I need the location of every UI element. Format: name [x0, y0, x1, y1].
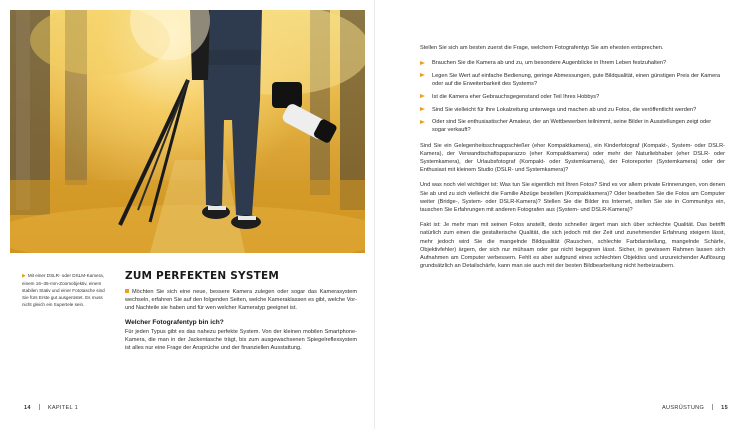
caption-text: Mit einer DSLR- oder DSLM-Kamera, einem 16–35-mm-Zoomobjektiv, einem stabilen Stativ und einer Fototasche sind Sie fürs Erste gut ausgerüstet. Es muss nicht gleich ein Supertele sein.: [22, 273, 105, 307]
footer-divider: [712, 404, 713, 410]
left-content: [125, 270, 357, 358]
list-item: Brauchen Sie die Kamera ab und zu, um besondere Augenblicke in Ihrem Leben festzuhalten?: [420, 59, 725, 67]
intro-text: Möchten Sie sich eine neue, bessere Kamera zulegen oder sogar das Kamerasystem wechseln, erfahren Sie auf den folgenden Seiten, welche Kameraklassen es gibt, welche Vor- und Nachteile sie haben und für wen welcher Kameratyp geeignet ist.: [125, 289, 357, 312]
section-title: ZUM PERFEKTEN SYSTEM: [125, 270, 279, 282]
page-number-right: 15: [721, 405, 728, 411]
photo-caption: [22, 272, 108, 308]
footer-divider: [39, 404, 40, 410]
left-paragraph: Für jeden Typus gibt es das nahezu perfekte System. Von der kleinen mobilen Smartphone-Kamera, die man in der Jackentasche trägt, bis zum ausgewachsenen Spiegelreflexsystem ist alles nur eine Frage der Ansprüche und der finanziellen Ausstattung.: [125, 328, 357, 352]
footer-right: [662, 404, 728, 411]
right-content: [420, 44, 725, 277]
chapter-label: KAPITEL 1: [47, 405, 78, 411]
photographer-photo: [10, 10, 365, 253]
paragraph-quality: Fakt ist: Je mehr man mit seinen Fotos anstellt, desto schneller ärgert man sich über schlechte Qualität. Das betrifft natürlich zum einen die gestalterische Qualität, die sich jedoch mit der Zeit und zunehmender Erfahrung steigern lässt, mehr jedoch wird Sie die mangelnde Bildqualität (Rauschen, schlechte Farbdarstellung, mangelnde Schärfe, Objektivfehler) ärgern, der sich nur mühsam oder gar nicht begegnen lässt. Sicher, in gewissem Rahmen lassen sich Aufnahmen am Computer verbessern. Fehlt es aber aufgrund eines schlechten Objektivs und unzureichender Auflösung grundsätzlich an Detailschärfe, kann man sie auch mit der besten Bildbearbeitung nicht herbeizaubern.: [420, 222, 725, 270]
lead-paragraph: Stellen Sie sich am besten zuerst die Frage, welchem Fotografentyp Sie am ehesten entsprechen.: [420, 45, 664, 51]
paragraph-types: Sind Sie ein Gelegenheitsschnappschießer (eher Kompaktkamera), ein Kinderfotograf (Kompakt-, System- oder DSLR-Kamera), der Verwandtschaftspaparazzo (eher Kompaktkamera) oder mehr der Naturliebhaber (eher DSLR- oder Systemkamera), der Urlaubsfotograf (Kompakt- oder Systemkamera), der Fotoreporter (Systemkamera) oder der Enthusiast mit kleinem Studio (DSLR- und Systemkamera)?: [420, 142, 725, 174]
intro-paragraph: [125, 288, 357, 313]
list-item: Oder sind Sie enthusiastischer Amateur, der an Wettbewerben teilnimmt, seine Bilder in Ausstellungen zeigt oder sogar verkauft?: [420, 118, 725, 134]
section-label: AUSRÜSTUNG: [662, 405, 705, 411]
caption-arrow-icon: ▶: [22, 273, 26, 279]
subheading: Welcher Fotografentyp bin ich?: [125, 318, 224, 326]
page-number-left: 14: [24, 405, 31, 411]
list-item: Ist die Kamera eher Gebrauchsgegenstand oder Teil Ihres Hobbys?: [420, 93, 725, 101]
list-item: Sind Sie vielleicht für Ihre Lokalzeitung unterwegs und machen ab und zu Fotos, die veröffentlicht werden?: [420, 106, 725, 114]
list-item: Legen Sie Wert auf einfache Bedienung, geringe Abmessungen, gute Bildqualität, einen günstigen Preis der Kamera oder auf die Erweiterbarkeit des Systems?: [420, 72, 725, 88]
square-bullet-icon: [125, 289, 129, 293]
paragraph-usage: Und was noch viel wichtiger ist: Was tun Sie eigentlich mit Ihren Fotos? Sind es vor allem private Erinnerungen, von denen Sie ab und zu sich vielleicht die Familie Abzüge bestellen (Kompaktkamera)? Oder bearbeiten Sie die Fotos am Computer weiter (Bridge-, System- oder DSLR-Kamera)? Stellen Sie die Bilder ins Internet, stellen Sie sie in Communitys ein, tauschen Sie Erfahrungen mit anderen Fotografen aus (System- und DSLR-Kamera)?: [420, 182, 725, 214]
question-list: [420, 59, 725, 134]
photo-illustration: [10, 10, 365, 253]
footer-left: [24, 404, 78, 411]
